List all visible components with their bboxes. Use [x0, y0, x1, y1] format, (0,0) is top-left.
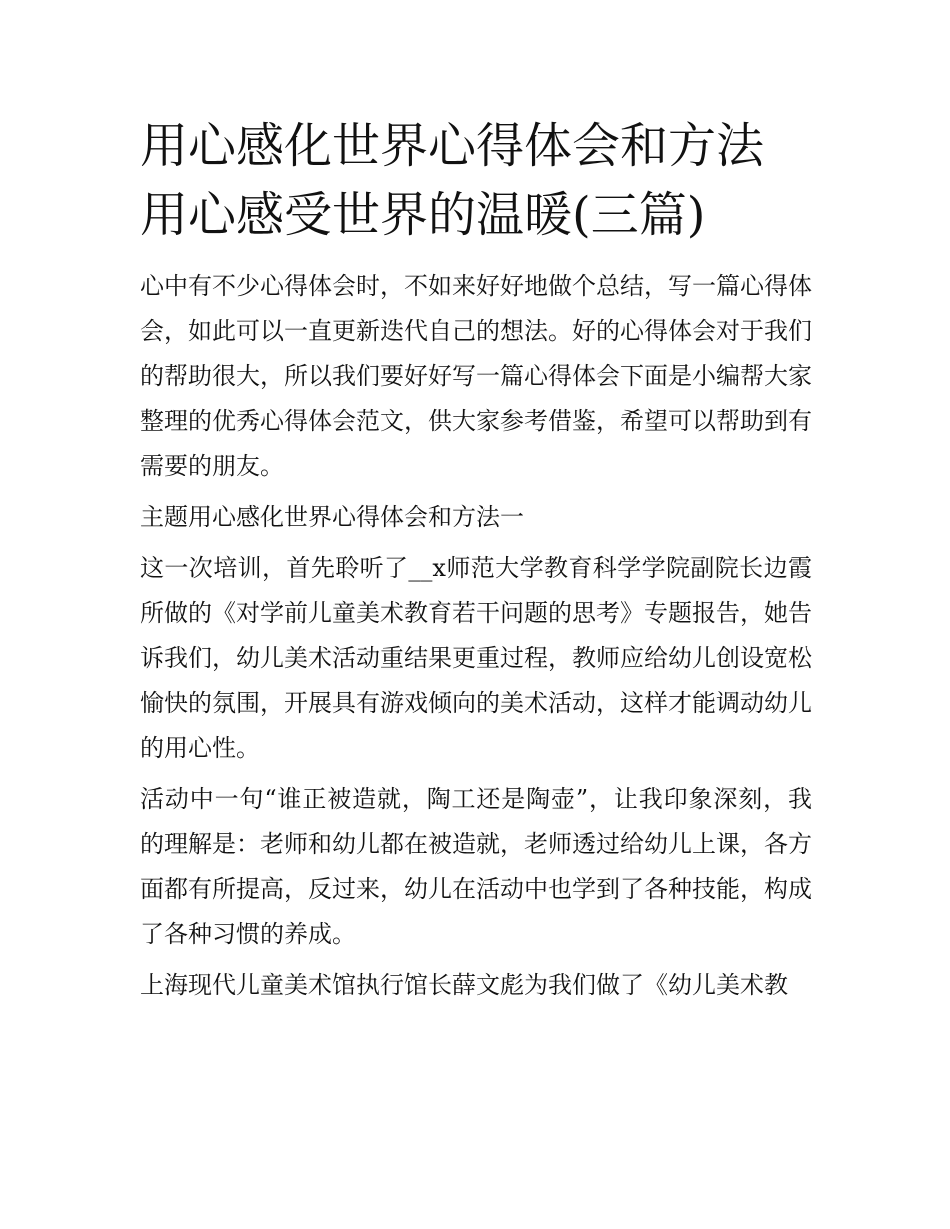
body-paragraph-1: 这一次培训，首先聆听了__x师范大学教育科学学院副院长边霞所做的《对学前儿童美术教育若干问题的思考》专题报告，她告诉我们，幼儿美术活动重结果更重过程，教师应给幼儿创设宽松愉快的氛围，开展具有游戏倾向的美术活动，这样才能调动幼儿的用心性。 — [140, 554, 812, 762]
section-heading: 主题用心感化世界心得体会和方法一 — [140, 503, 524, 531]
document-body — [140, 112, 812, 1014]
document-title — [140, 112, 812, 250]
body-paragraph-2: 活动中一句“谁正被造就，陶工还是陶壶”，让我印象深刻，我的理解是：老师和幼儿都在被造就，老师透过给幼儿上课，各方面都有所提高，反过来，幼儿在活动中也学到了各种技能，构成了各种习惯的养成。 — [140, 785, 812, 948]
title-line-1: 用心感化世界心得体会和方法 — [140, 118, 765, 174]
intro-paragraph: 心中有不少心得体会时，不如来好好地做个总结，写一篇心得体会，如此可以一直更新迭代自己的想法。好的心得体会对于我们的帮助很大，所以我们要好好写一篇心得体会下面是小编帮大家整理的优秀心得体会范文，供大家参考借鉴，希望可以帮助到有需要的朋友。 — [140, 272, 812, 480]
title-line-2: 用心感受世界的温暖(三篇) — [140, 187, 706, 243]
body-paragraph-3: 上海现代儿童美术馆执行馆长薛文彪为我们做了《幼儿美术教 — [140, 971, 788, 999]
